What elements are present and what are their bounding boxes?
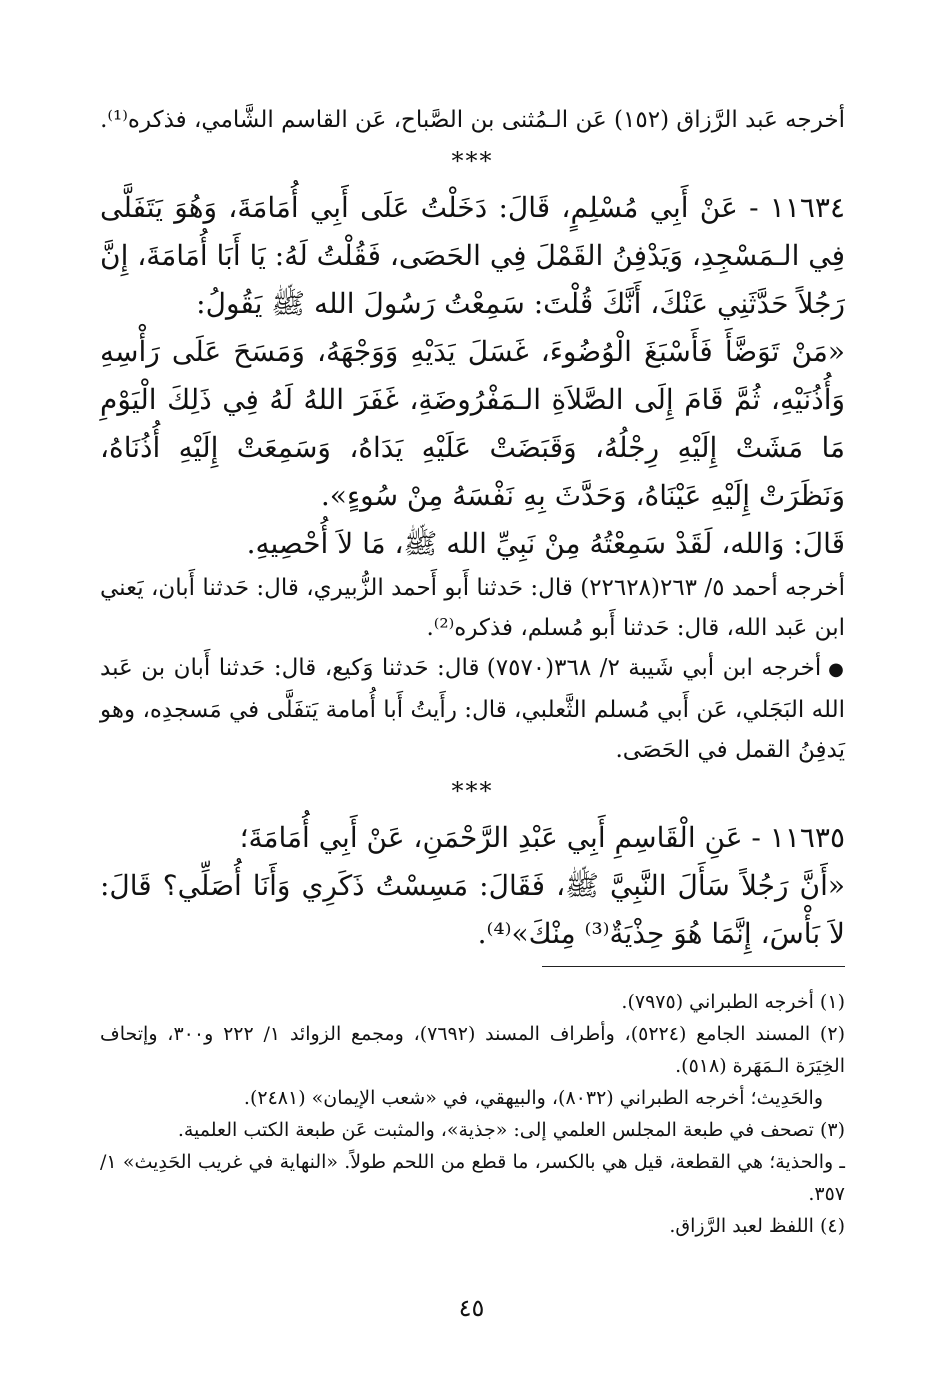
source-citation-3: ● أخرجه ابن أبي شَيبة ٢/ ٣٦٨(٧٥٧٠) قال: حَدثنا وَكيع، قال: حَدثنا أَبان بن عَبد الله البَجَلي، عَن أَبي مُسلم الثَّعلبي، قال: رأَيتُ أَبا أُمامة يَتفَلَّى في مَسجدِه، وهو يَدفِنُ القمل في الحَصَى. [100, 648, 845, 770]
footnote-3-continuation: ـ والحذية؛ هي القطعة، قيل هي بالكسر، ما قطع من اللحم طولاً. «النهاية في غريب الحَدِيث» ١/ ٣٥٧. [100, 1151, 845, 1205]
page-number: ٤٥ [458, 1294, 485, 1322]
footnote-4: (٤) اللفظ لعبد الرَّزاق. [669, 1215, 845, 1237]
footnote-2-continuation: والحَدِيث؛ أخرجه الطبراني (٨٠٣٢)، والبيهقي، في «شعب الإيمان» (٢٤٨١). [243, 1087, 823, 1109]
section-separator: *** [451, 777, 494, 805]
main-text [100, 100, 845, 958]
hadith-11634-isnad: ١١٦٣٤ - عَنْ أَبِي مُسْلِمٍ، قَالَ: دَخَلْتُ عَلَى أَبِي أُمَامَةَ، وَهُوَ يَتَفَلَّى فِي الـمَسْجِدِ، وَيَدْفِنُ القَمْلَ فِي الحَصَى، فَقُلْتُ لَهُ: يَا أَبَا أُمَامَةَ، إِنَّ رَجُلاً حَدَّثَنِي عَنْكَ، أَنَّكَ قُلْتَ: سَمِعْتُ رَسُولَ الله ﷺ يَقُولُ: [100, 191, 845, 320]
footnote-3: (٣) تصحف في طبعة المجلس العلمي إلى: «جذية»، والمثبت عَن طبعة الكتب العلمية. [177, 1119, 845, 1141]
hadith-11635-isnad: ١١٦٣٥ - عَنِ الْقَاسِمِ أَبِي عَبْدِ الرَّحْمَنِ، عَنْ أَبِي أُمَامَةَ؛ [239, 821, 845, 854]
footnotes [100, 986, 845, 1242]
section-separator: *** [451, 147, 494, 175]
hadith-11635-matn: «أَنَّ رَجُلاً سَأَلَ النَّبِيَّ ﷺ، فَقَالَ: مَسِسْتُ ذَكَرِي وَأَنَا أُصَلِّي؟ قَالَ: لاَ بَأْسَ، إِنَّمَا هُوَ حِذْيَةٌ⁽³⁾ مِنْكَ»⁽⁴⁾. [100, 869, 845, 950]
hadith-11634-closing: قَالَ: وَالله، لَقَدْ سَمِعْتُهُ مِنْ نَبِيِّ الله ﷺ، مَا لاَ أُحْصِيهِ. [246, 527, 845, 560]
source-citation-2: أخرجه أحمد ٥/ ٢٦٣(٢٢٦٢٨) قال: حَدثنا أَبو أَحمد الزُّبيري، قال: حَدثنا أَبان، يَعني ابن عَبد الله، قال: حَدثنا أَبو مُسلم، فذكره⁽²⁾. [100, 575, 845, 641]
hadith-11634-matn: «مَنْ تَوَضَّأَ فَأَسْبَغَ الْوُضُوءَ، غَسَلَ يَدَيْهِ وَوَجْهَهُ، وَمَسَحَ عَلَى رَأْسِهِ وَأُذُنَيْهِ، ثُمَّ قَامَ إِلَى الصَّلاَةِ الـمَفْرُوضَةِ، غَفَرَ اللهُ لَهُ فِي ذَلِكَ الْيَوْمِ مَا مَشَتْ إِلَيْهِ رِجْلُهُ، وَقَبَضَتْ عَلَيْهِ يَدَاهُ، وَسَمِعَتْ إِلَيْهِ أُذُنَاهُ، وَنَظَرَتْ إِلَيْهِ عَيْنَاهُ، وَحَدَّثَ بِهِ نَفْسَهُ مِنْ سُوءٍ». [100, 335, 845, 512]
footnote-divider [542, 966, 845, 967]
footnote-1: (١) أخرجه الطبراني (٧٩٧٥). [621, 991, 845, 1013]
source-citation-1: أخرجه عَبد الرَّزاق (١٥٢) عَن الـمُثنى بن الصَّباح، عَن القاسم الشَّامي، فذكره⁽¹⁾. [100, 107, 845, 133]
footnote-2: (٢) المسند الجامع (٥٢٢٤)، وأطراف المسند (٧٦٩٢)، ومجمع الزوائد ١/ ٢٢٢ و٣٠٠، وإتحاف الخِيَرَة الـمَهَرة (٥١٨). [100, 1023, 845, 1077]
